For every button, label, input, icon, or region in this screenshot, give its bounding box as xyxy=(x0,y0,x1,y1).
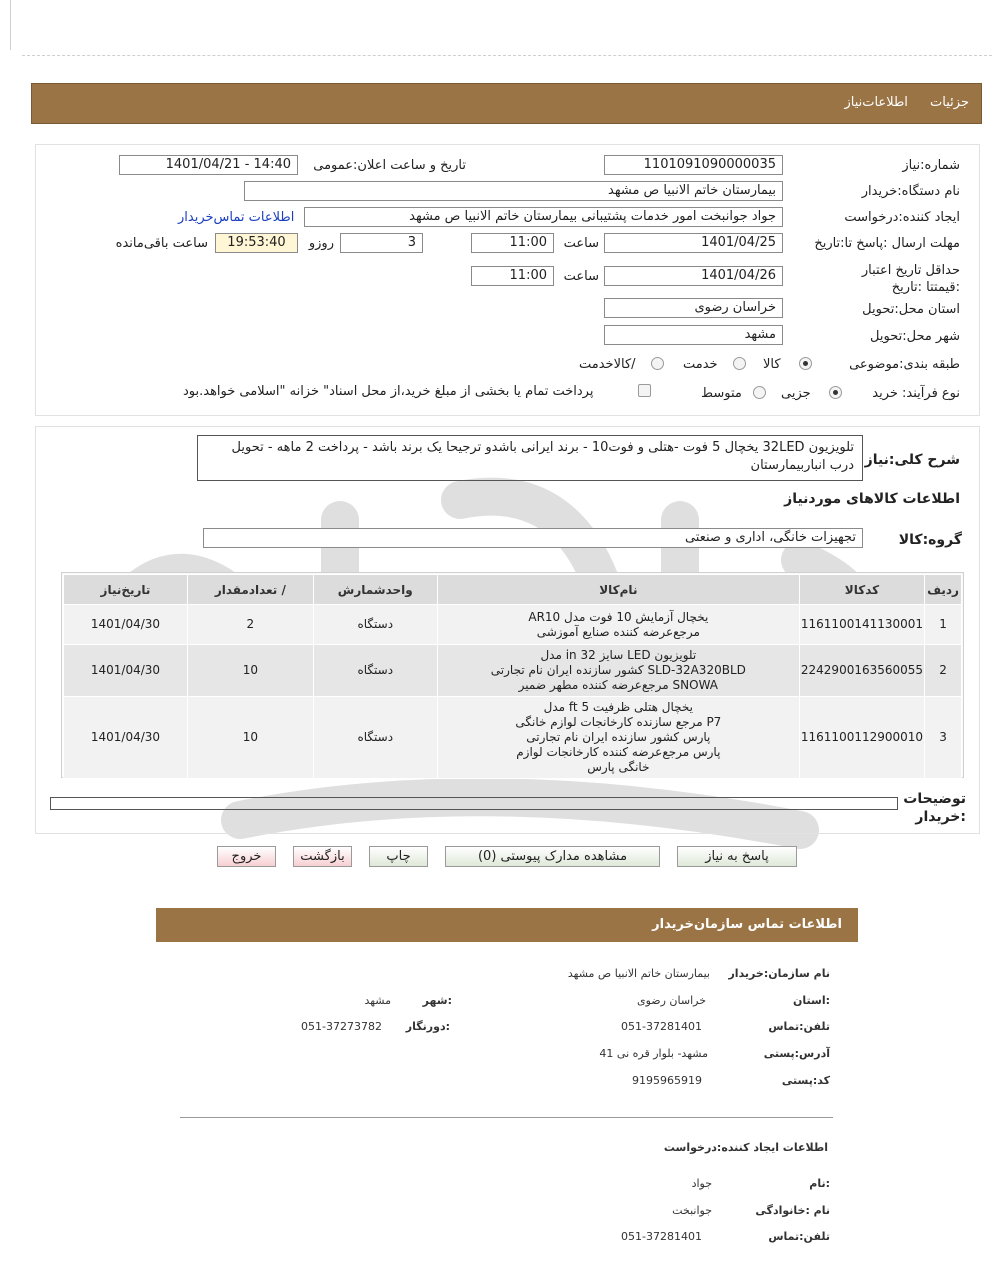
requester-phone-label: تلفن:تماس xyxy=(768,1230,830,1243)
validity-date-field[interactable]: 1401/04/26 xyxy=(604,266,783,286)
city-label: شهر محل:تحویل xyxy=(870,329,960,344)
province-label: استان محل:تحویل xyxy=(862,302,960,317)
process-radio-medium[interactable] xyxy=(753,386,766,399)
category-radio-goods[interactable] xyxy=(799,357,812,370)
requester-phone-value: 051-37281401 xyxy=(621,1230,702,1243)
contact-header-bar xyxy=(156,908,858,942)
province-field[interactable]: خراسان رضوی xyxy=(604,298,783,318)
page-header-bar xyxy=(31,83,982,124)
row-index: 3 xyxy=(925,697,962,779)
contact-org-label: نام سازمان:خریدار xyxy=(728,967,830,980)
top-dashed-divider xyxy=(22,55,992,56)
category-option-goods: کالا xyxy=(763,357,781,372)
contact-header-title: اطلاعات تماس سازمان‌خریدار xyxy=(652,917,842,932)
col-date: تاریخ‌نیاز xyxy=(64,575,188,605)
deadline-time-field[interactable]: 11:00 xyxy=(471,233,554,253)
category-radio-goods-service[interactable] xyxy=(651,357,664,370)
col-name: نام‌کالا xyxy=(437,575,799,605)
deadline-date-field[interactable]: 1401/04/25 xyxy=(604,233,783,253)
contact-phone-label: تلفن:تماس xyxy=(768,1020,830,1033)
exit-button[interactable]: خروج xyxy=(217,846,276,867)
days-field[interactable]: 3 xyxy=(340,233,423,253)
row-unit: دستگاه xyxy=(313,605,437,645)
goods-table xyxy=(63,574,962,779)
validity-time-field[interactable]: 11:00 xyxy=(471,266,554,286)
back-button[interactable]: بازگشت xyxy=(293,846,352,867)
attachments-button[interactable]: مشاهده مدارک پیوستی (0) xyxy=(445,846,660,867)
row-index: 1 xyxy=(925,605,962,645)
announce-label: تاریخ و ساعت اعلان:عمومی xyxy=(313,158,466,173)
row-name: یخچال هتلی ظرفیت 5 ft مدل P7 مرجع سازنده کارخانجات لوازم خانگی پارس کشور سازنده ایران نام تجارتی پارس مرجع‌عرضه کننده کارخانجات لوازم خانگی پارس xyxy=(437,697,799,779)
row-code: 1161100141130001 xyxy=(799,605,924,645)
contact-city-label: :شهر xyxy=(422,994,452,1007)
row-qty: 10 xyxy=(187,697,313,779)
treasury-payment-checkbox[interactable] xyxy=(638,384,651,397)
remaining-label: ساعت باقی‌مانده xyxy=(115,236,208,251)
category-radio-service[interactable] xyxy=(733,357,746,370)
top-left-divider xyxy=(10,0,11,50)
row-date: 1401/04/30 xyxy=(64,697,188,779)
row-code: 2242900163560055 xyxy=(799,645,924,697)
reply-button[interactable]: پاسخ به نیاز xyxy=(677,846,797,867)
category-option-goods-service: /کالاخدمت xyxy=(579,357,636,372)
col-qty: / تعدادمقدار xyxy=(187,575,313,605)
treasury-payment-note: پرداخت تمام یا بخشی از مبلغ خرید،از محل اسناد" خزانه "اسلامی خواهد.بود xyxy=(183,384,594,399)
requester-name-value: جواد xyxy=(691,1177,712,1190)
row-qty: 2 xyxy=(187,605,313,645)
summary-text: تلویزیون 32LED یخچال 5 فوت -هتلی و فوت10 - برند ایرانی باشدو ترجیحا یک برند باشد - پرداخت 2 ماهه - تحویل درب انباربیمارستان xyxy=(197,435,863,481)
process-radio-small[interactable] xyxy=(829,386,842,399)
deadline-label: مهلت ارسال :پاسخ تا:تاریخ xyxy=(814,236,960,251)
contact-fax-value: 051-37273782 xyxy=(301,1020,382,1033)
contact-fax-label: :دورنگار xyxy=(405,1020,450,1033)
remaining-time-display: 19:53:40 xyxy=(215,233,298,253)
contact-province-label: :استان xyxy=(793,994,830,1007)
contact-province-value: خراسان رضوی xyxy=(636,994,706,1007)
process-label: نوع فرآیند: خرید xyxy=(872,386,960,401)
table-row xyxy=(64,697,962,779)
buyer-org-field[interactable]: بیمارستان خاتم الانبیا ص مشهد xyxy=(244,181,783,201)
requester-info-title: اطلاعات ایجاد کننده:درخواست xyxy=(663,1141,828,1154)
contact-address-value: مشهد- بلوار قره نی 41 xyxy=(599,1047,708,1060)
table-row xyxy=(64,605,962,645)
col-code: کدکالا xyxy=(799,575,924,605)
col-unit: واحدشمارش xyxy=(313,575,437,605)
need-number-label: شماره:نیاز xyxy=(902,158,960,173)
announce-field[interactable]: 1401/04/21 - 14:40 xyxy=(119,155,298,175)
goods-group-field[interactable]: تجهیزات خانگی، اداری و صنعتی xyxy=(203,528,863,548)
process-option-medium: متوسط xyxy=(701,386,742,401)
contact-divider xyxy=(180,1117,833,1118)
tab-details[interactable]: جزئیات xyxy=(930,95,969,110)
validity-time-label: ساعت xyxy=(563,269,599,284)
print-button[interactable]: چاپ xyxy=(369,846,428,867)
goods-info-title: اطلاعات کالاهای موردنیاز xyxy=(784,491,960,507)
validity-label: حداقل تاریخ اعتبار :قیمتتا :تاریخ xyxy=(861,263,960,295)
row-date: 1401/04/30 xyxy=(64,605,188,645)
buyer-contact-link[interactable]: اطلاعات تماس‌خریدار xyxy=(178,210,295,225)
table-row xyxy=(64,645,962,697)
row-unit: دستگاه xyxy=(313,697,437,779)
requester-family-label: نام :خانوادگی xyxy=(755,1204,830,1217)
row-name: تلویزیون LED سایز 32 in مدل SLD-32A320BLD کشور سازنده ایران نام تجارتی SNOWA مرجع‌عرضه کننده مطهر ضمیر xyxy=(437,645,799,697)
row-index: 2 xyxy=(925,645,962,697)
buyer-org-label: نام دستگاه:خریدار xyxy=(861,184,960,199)
need-number-field[interactable]: 1101091090000035 xyxy=(604,155,783,175)
requester-label: ایجاد کننده:درخواست xyxy=(844,210,960,225)
contact-address-label: آدرس:پستی xyxy=(763,1047,830,1060)
tab-need-info[interactable]: اطلاعات‌نیاز xyxy=(844,95,908,110)
requester-family-value: جوانبخت xyxy=(672,1204,712,1217)
contact-phone-value: 051-37281401 xyxy=(621,1020,702,1033)
row-name: یخچال آزمایش 10 فوت مدل AR10 مرجع‌عرضه کننده صنایع آموزشی xyxy=(437,605,799,645)
contact-org-value: بیمارستان خاتم الانبیا ص مشهد xyxy=(567,967,710,980)
days-label: روزو xyxy=(308,236,334,251)
buyer-notes-field[interactable] xyxy=(50,797,898,810)
row-unit: دستگاه xyxy=(313,645,437,697)
row-date: 1401/04/30 xyxy=(64,645,188,697)
row-code: 1161100112900010 xyxy=(799,697,924,779)
summary-label: شرح کلی:نیاز xyxy=(864,452,960,468)
buyer-notes-label: توضیحات :خریدار xyxy=(903,791,966,825)
requester-field[interactable]: جواد جوانبخت امور خدمات پشتیبانی بیمارستان خاتم الانبیا ص مشهد xyxy=(304,207,783,227)
contact-city-value: مشهد xyxy=(364,994,391,1007)
requester-name-label: :نام xyxy=(809,1177,830,1190)
city-field[interactable]: مشهد xyxy=(604,325,783,345)
category-option-service: خدمت xyxy=(683,357,718,372)
contact-postal-label: کد:پستی xyxy=(781,1074,830,1087)
col-row: ردیف xyxy=(925,575,962,605)
goods-group-label: گروه:کالا xyxy=(898,532,962,548)
row-qty: 10 xyxy=(187,645,313,697)
category-label: طبقه بندی:موضوعی xyxy=(849,357,960,372)
process-option-small: جزیی xyxy=(781,386,811,401)
contact-postal-value: 9195965919 xyxy=(632,1074,702,1087)
deadline-time-label: ساعت xyxy=(563,236,599,251)
